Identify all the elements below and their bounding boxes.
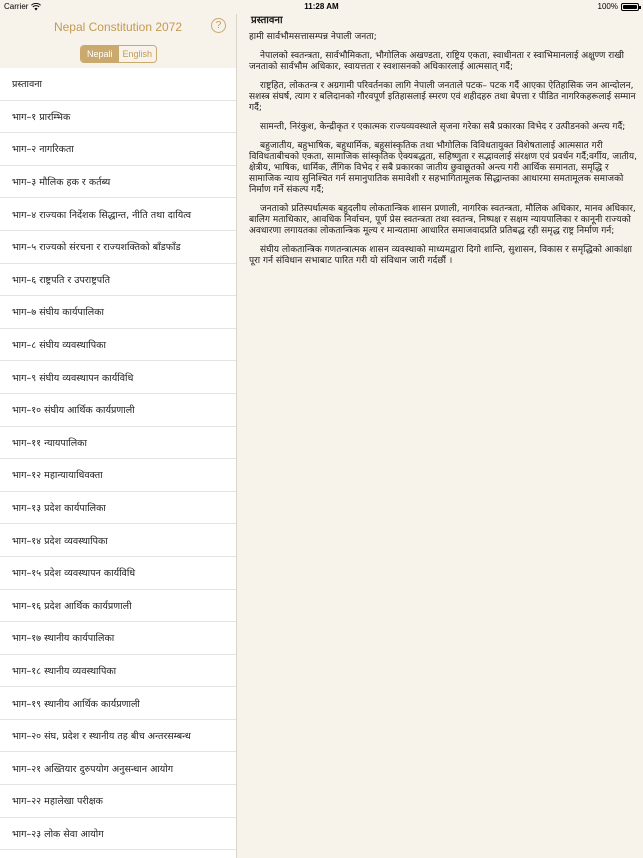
carrier-label: Carrier [4,2,29,11]
toc-item[interactable]: भाग–९ संघीय व्यवस्थापन कार्यविधि [0,361,236,394]
toc-item[interactable]: भाग–४ राज्यका निर्देशक सिद्धान्त, नीति तथा दायित्व [0,198,236,231]
toc-item[interactable]: भाग–२१ अख्तियार दुरुपयोग अनुसन्धान आयोग [0,752,236,785]
language-segmented-control [80,45,157,63]
preamble-paragraph: सामन्ती, निरंकुश, केन्द्रीकृत र एकात्मक राज्यव्यवस्थाले सृजना गरेका सबै प्रकारका विभेद र उत्पीडनको अन्त्य गर्दै; [260,122,626,132]
toc-item[interactable]: भाग–११ न्यायपालिका [0,427,236,460]
section-content [249,32,639,275]
toc-item[interactable]: भाग–८ संघीय व्यवस्थापिका [0,329,236,362]
battery-level-fill [623,5,637,9]
toc-item[interactable]: भाग–१४ प्रदेश व्यवस्थापिका [0,524,236,557]
preamble-paragraph: हामी सार्वभौमसत्तासम्पन्न नेपाली जनता; [249,32,377,42]
sidebar [0,14,236,858]
toc-item[interactable]: भाग–६ राष्ट्रपति र उपराष्ट्रपति [0,264,236,297]
toc-item[interactable]: भाग–१२ महान्यायाधिवक्ता [0,459,236,492]
battery-icon [621,3,639,11]
preamble-paragraph: नेपालको स्वतन्त्रता, सार्वभौमिकता, भौगोलिक अखण्डता, राष्ट्रिय एकता, स्वाधीनता र स्वाभिमानलाई अक्षुण्ण राखी जनताको सार्वभौम अधिकार, स्वायत्तता र स्वशासनको अधिकारलाई आत्मसात् गर्दै; [249,51,624,72]
toc-item[interactable]: प्रस्तावना [0,68,236,101]
preamble-paragraph: संघीय लोकतान्त्रिक गणतन्त्रात्मक शासन व्यवस्थाको माध्यमद्वारा दिगो शान्ति, सुशासन, विकास र समृद्धिको आकांक्षा पूरा गर्न संविधान सभाबाट पारित गरी यो संविधान जारी गर्दछौं । [249,245,633,266]
preamble-paragraph: बहुजातीय, बहुभाषिक, बहुधार्मिक, बहुसांस्कृतिक तथा भौगोलिक विविधतायुक्त विशेषतालाई आत्मसात गरी विविधताबीचको एकता, सामाजिक सांस्कृतिक ऐक्यबद्धता, सहिष्णुता र सद्भावलाई संरक्षण एवं प्रवर्धन गर्दै;वर्गीय, जातीय, क्षेत्रीय, भाषिक, धार्मिक, लैंगिक विभेद र सबै प्रकारका जातीय छुवाछूतको अन्त्य गरी आर्थिक समानता, समृद्धि र सामाजिक न्याय सुनिश्चित गर्न समानुपातिक समावेशी र सहभागितामूलक सिद्धान्तका आधारमा समतामूलक समाजको निर्माण गर्ने संकल्प गर्दै; [249,141,637,195]
toc-item[interactable]: भाग–२२ महालेखा परीक्षक [0,785,236,818]
toc-item[interactable]: भाग–१७ स्थानीय कार्यपालिका [0,622,236,655]
sidebar-header [0,14,236,68]
toc-item[interactable]: भाग–७ संघीय कार्यपालिका [0,296,236,329]
clock: 11:28 AM [304,2,339,11]
preamble-paragraph: जनताको प्रतिस्पर्धात्मक बहुदलीय लोकतान्त्रिक शासन प्रणाली, नागरिक स्वतन्त्रता, मौलिक अधिकार, मानव अधिकार, बालिग मताधिकार, आवधिक निर्वाचन, पूर्ण प्रेस स्वतन्त्रता तथा स्वतन्त्र, निष्पक्ष र सक्षम न्यायपालिका र कानूनी राज्यको अवधारणा लगायतका लोकतान्त्रिक मूल्य र मान्यतामा आधारित समाजवादप्रति प्रतिबद्ध रही समृद्ध राष्ट्र निर्माण गर्न; [249,204,636,236]
toc-item[interactable]: भाग–५ राज्यको संरचना र राज्यशक्तिको बाँडफाँड [0,231,236,264]
section-title: प्रस्तावना [251,15,283,26]
toc-item[interactable]: भाग–१५ प्रदेश व्यवस्थापन कार्यविधि [0,557,236,590]
toc-item[interactable]: भाग–१३ प्रदेश कार्यपालिका [0,492,236,525]
toc-item[interactable]: भाग–१० संघीय आर्थिक कार्यप्रणाली [0,394,236,427]
table-of-contents [0,68,236,850]
toc-item[interactable]: भाग–२० संघ, प्रदेश र स्थानीय तह बीच अन्तरसम्बन्ध [0,720,236,753]
toc-item[interactable]: भाग–२ नागरिकता [0,133,236,166]
toc-item[interactable]: भाग–१६ प्रदेश आर्थिक कार्यप्रणाली [0,590,236,623]
language-option-nepali[interactable]: Nepali [81,46,119,62]
preamble-paragraph: राष्ट्रहित, लोकतन्त्र र अग्रगामी परिवर्तनका लागि नेपाली जनताले पटक– पटक गर्दै आएका ऐतिहासिक जन आन्दोलन, सशस्त्र संघर्ष, त्याग र बलिदानको गौरवपूर्ण इतिहासलाई स्मरण एवं शहीदहरु तथा बेपत्ता र पीडित नागरिकहरूलाई सम्मान गर्दै; [249,81,636,113]
status-bar [0,0,643,14]
detail-pane [237,14,643,858]
status-bar-right [598,2,639,11]
app-title: Nepal Constitution 2072 [53,20,183,34]
toc-item[interactable]: भाग–१८ स्थानीय व्यवस्थापिका [0,655,236,688]
toc-item[interactable]: भाग–१ प्रारम्भिक [0,101,236,134]
language-option-english[interactable]: English [119,46,157,62]
battery-percentage: 100% [597,2,618,11]
toc-item[interactable]: भाग–२३ लोक सेवा आयोग [0,818,236,851]
toc-item[interactable]: भाग–१९ स्थानीय आर्थिक कार्यप्रणाली [0,687,236,720]
toc-item[interactable]: भाग–३ मौलिक हक र कर्तब्य [0,166,236,199]
help-button[interactable]: ? [211,18,226,33]
